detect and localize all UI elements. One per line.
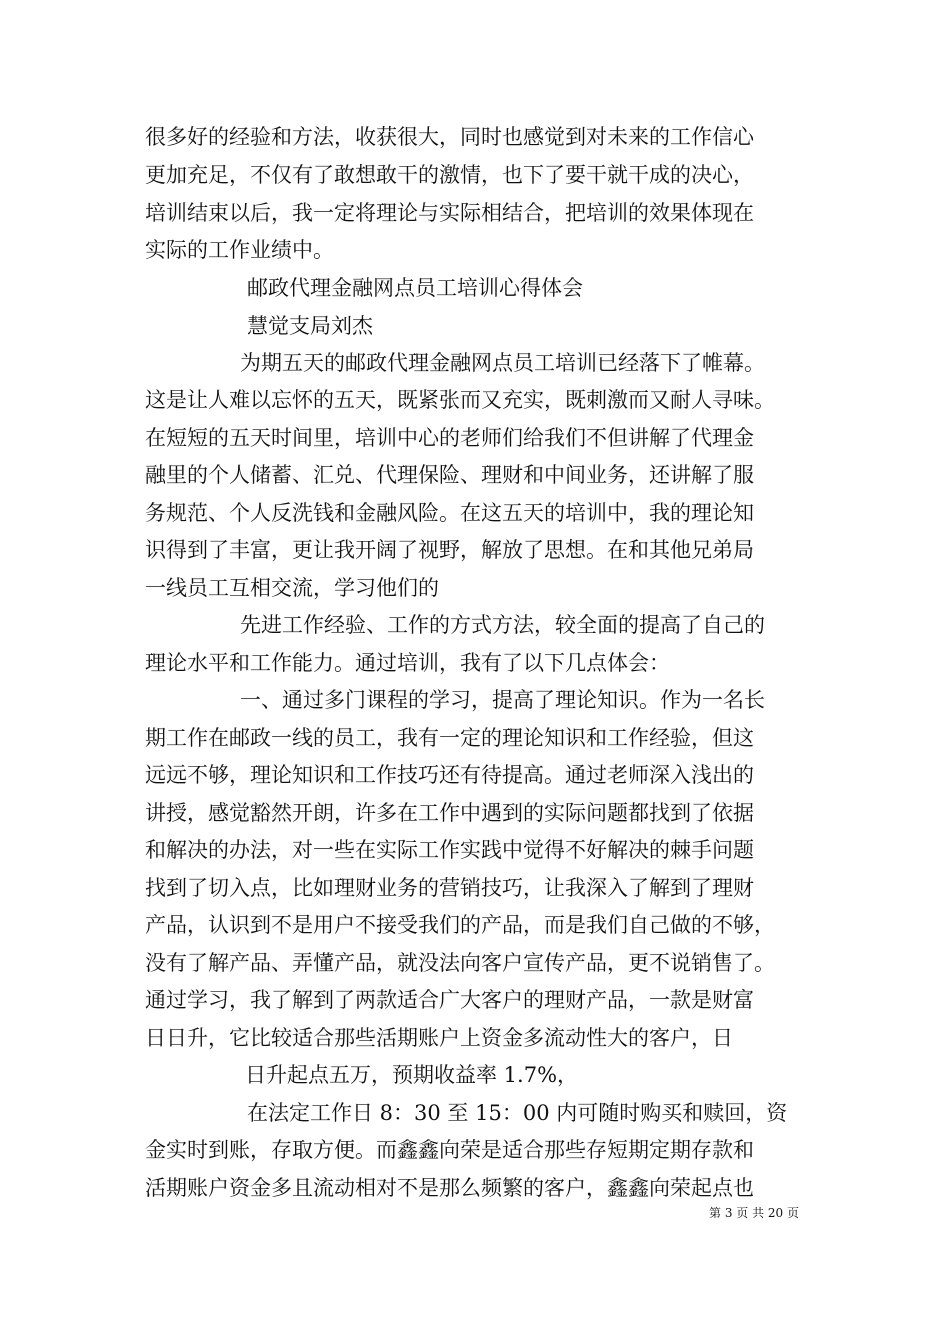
text-line: 金实时到账，存取方便。而鑫鑫向荣是适合那些存短期定期存款和: [145, 1138, 754, 1162]
text-line: 更加充足，不仅有了敢想敢干的激情，也下了要干就干成的决心，: [145, 163, 754, 187]
text-line: 实际的工作业绩中。: [145, 238, 334, 262]
text-line: 日日升，它比较适合那些活期账户上资金多流动性大的客户，日: [145, 1026, 733, 1050]
text-line: 理论水平和工作能力。通过培训，我有了以下几点体会：: [145, 651, 670, 675]
text-line: 和解决的办法，对一些在实际工作实践中觉得不好解决的棘手问题: [145, 838, 754, 862]
text-line: 这是让人难以忘怀的五天，既紧张而又充实，既刺激而又耐人寻味。: [145, 388, 775, 412]
text-line: 务规范、个人反洗钱和金融风险。在这五天的培训中，我的理论知: [145, 501, 754, 525]
text-line: 培训结束以后，我一定将理论与实际相结合，把培训的效果体现在: [145, 201, 754, 225]
text-line: 找到了切入点，比如理财业务的营销技巧，让我深入了解到了理财: [145, 876, 754, 900]
article-title: 邮政代理金融网点员工培训心得体会: [247, 276, 583, 300]
text-line: 融里的个人储蓄、汇兑、代理保险、理财和中间业务，还讲解了服: [145, 463, 754, 487]
text-line: 在法定工作日 8：30 至 15：00 内可随时购买和赎回，资: [247, 1101, 788, 1125]
text-line: 在短短的五天时间里，培训中心的老师们给我们不但讲解了代理金: [145, 426, 754, 450]
text-line: 期工作在邮政一线的员工，我有一定的理论知识和工作经验，但这: [145, 726, 754, 750]
text-line: 讲授，感觉豁然开朗，许多在工作中遇到的实际问题都找到了依据: [145, 801, 754, 825]
text-line: 活期账户资金多且流动相对不是那么频繁的客户，鑫鑫向荣起点也: [145, 1176, 754, 1200]
text-line: 日升起点五万，预期收益率 1.7%，: [245, 1063, 579, 1087]
text-line: 一线员工互相交流，学习他们的: [145, 576, 439, 600]
article-author: 慧觉支局刘杰: [247, 314, 373, 338]
page-number-footer: 第 3 页 共 20 页: [709, 1206, 799, 1220]
text-line: 先进工作经验、工作的方式方法，较全面的提高了自己的: [240, 613, 765, 637]
text-line: 没有了解产品、弄懂产品，就没法向客户宣传产品，更不说销售了。: [145, 951, 775, 975]
text-line: 产品，认识到不是用户不接受我们的产品，而是我们自己做的不够，: [145, 913, 775, 937]
text-line: 远远不够，理论知识和工作技巧还有待提高。通过老师深入浅出的: [145, 763, 754, 787]
text-line: 很多好的经验和方法，收获很大，同时也感觉到对未来的工作信心: [145, 125, 754, 149]
text-line: 一、通过多门课程的学习，提高了理论知识。作为一名长: [240, 688, 765, 712]
text-line: 通过学习，我了解到了两款适合广大客户的理财产品，一款是财富: [145, 988, 754, 1012]
text-line: 识得到了丰富，更让我开阔了视野，解放了思想。在和其他兄弟局: [145, 538, 754, 562]
text-line: 为期五天的邮政代理金融网点员工培训已经落下了帷幕。: [240, 351, 765, 375]
